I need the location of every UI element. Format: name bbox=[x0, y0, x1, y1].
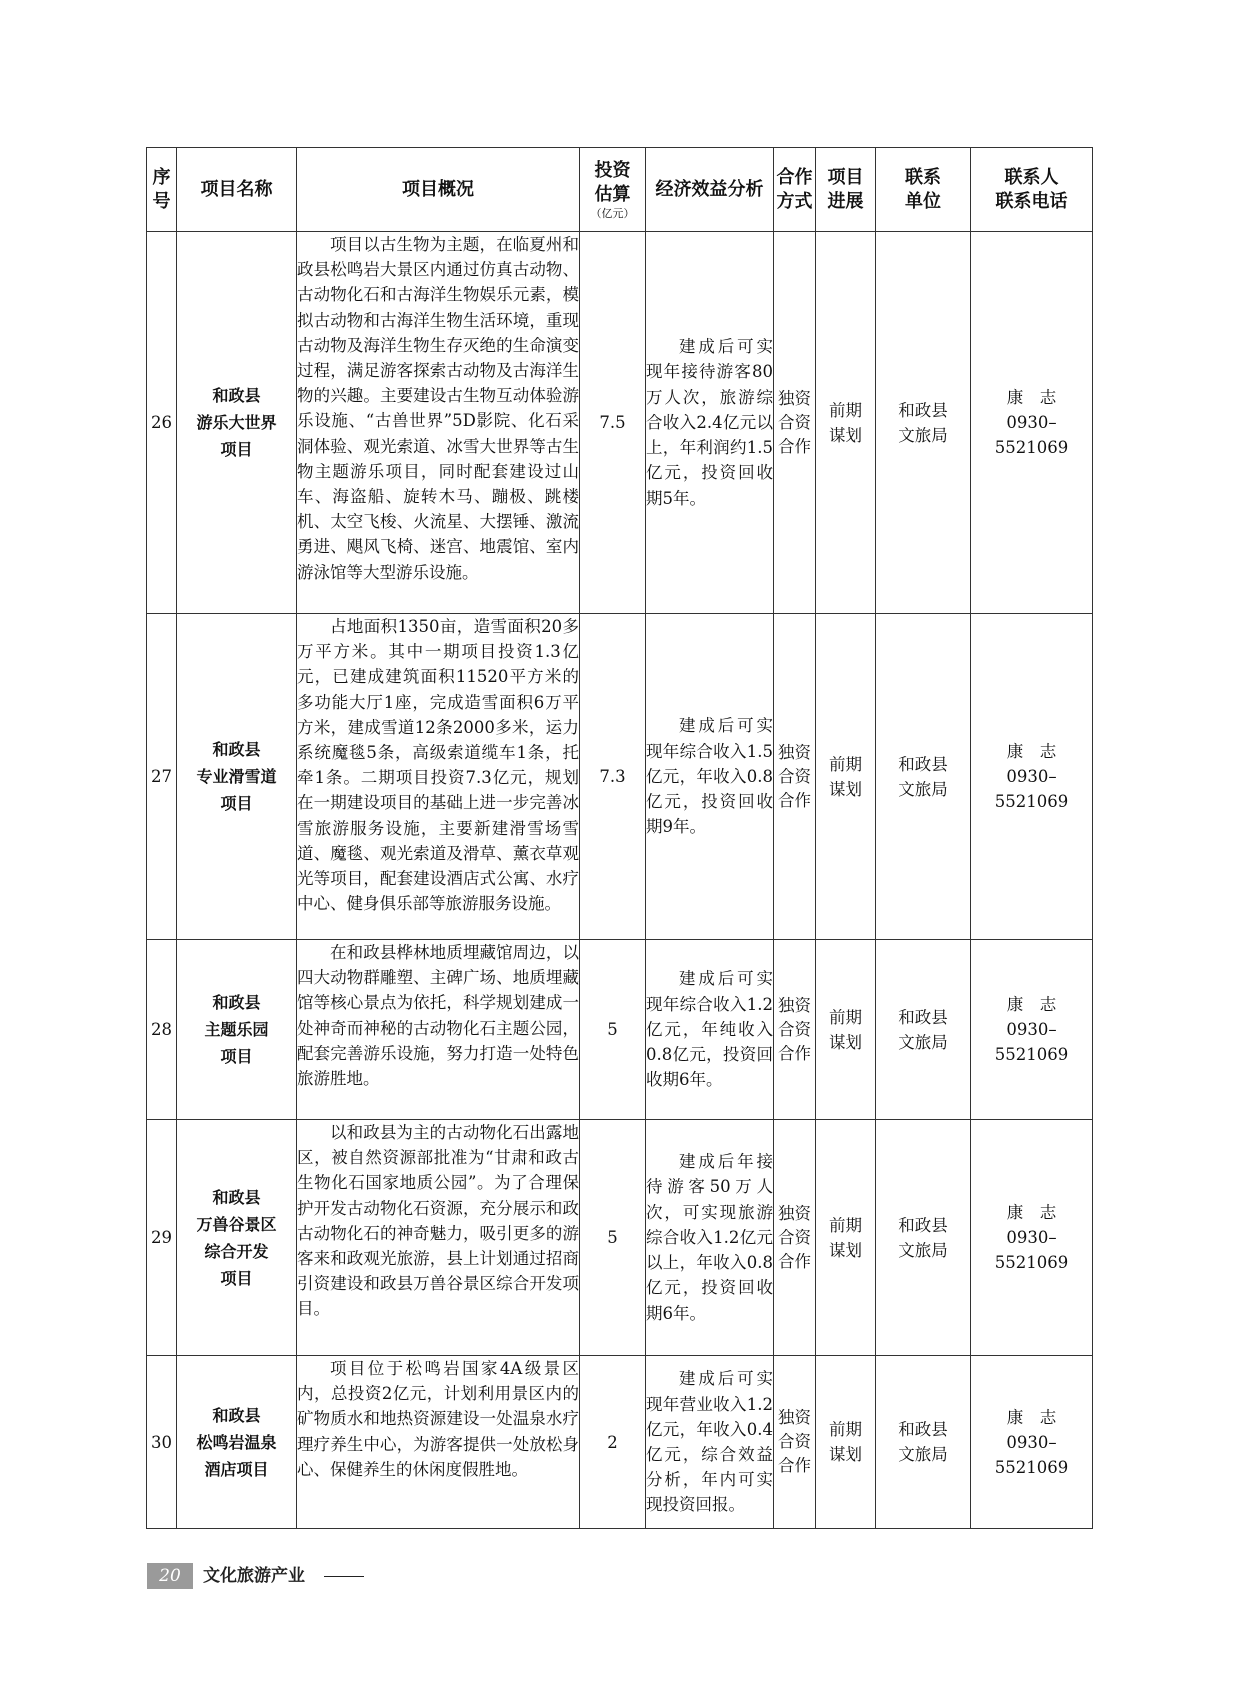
row-summary: 项目以古生物为主题，在临夏州和政县松鸣岩大景区内通过仿真古动物、古动物化石和古海洋生物娱乐元素，模拟古动物和古海洋生物生活环境，重现古动物及海洋生物生存灭绝的生命演变过程，满足游客探索古动物及古海洋生物的兴趣。主要建设古生物互动体验游乐设施、“古兽世界”5D影院、化石采洞体验、观光索道、冰雪大世界等古生物主题游乐项目，同时配套建设过山车、海盗船、旋转木马、蹦极、跳楼机、太空飞梭、火流星、大摆锤、激流勇进、飓风飞椅、迷宫、地震馆、室内游泳馆等大型游乐设施。 bbox=[297, 232, 580, 614]
page-number: 20 bbox=[147, 1563, 193, 1589]
contact-name: 康 志 bbox=[1006, 995, 1057, 1014]
table-header-row bbox=[147, 148, 1093, 232]
table-row bbox=[147, 232, 1093, 614]
row-econ: 建成后可实现年接待游客80万人次，旅游综合收入2.4亿元以上，年利润约1.5亿元，投资回收期5年。 bbox=[646, 232, 774, 614]
row-seq: 30 bbox=[147, 1356, 177, 1529]
header-coop: 合作 方式 bbox=[774, 148, 816, 232]
row-invest: 5 bbox=[580, 940, 646, 1120]
row-coop: 独资 合资 合作 bbox=[774, 940, 816, 1120]
header-invest-unit: （亿元） bbox=[590, 206, 635, 220]
row-unit: 和政县 文旅局 bbox=[876, 614, 971, 940]
row-econ: 建成后可实现年综合收入1.5亿元，年收入0.8亿元，投资回收期9年。 bbox=[646, 614, 774, 940]
row-unit: 和政县 文旅局 bbox=[876, 232, 971, 614]
header-seq: 序 号 bbox=[147, 148, 177, 232]
row-name: 和政县 主题乐园 项目 bbox=[177, 940, 297, 1120]
row-seq: 28 bbox=[147, 940, 177, 1120]
row-unit: 和政县 文旅局 bbox=[876, 940, 971, 1120]
row-invest: 7.5 bbox=[580, 232, 646, 614]
contact-phone: 0930–5521069 bbox=[994, 1432, 1069, 1477]
row-summary: 在和政县桦林地质埋藏馆周边，以四大动物群雕塑、主碑广场、地质埋藏馆等核心景点为依托，科学规划建成一处神奇而神秘的古动物化石主题公园，配套完善游乐设施，努力打造一处特色旅游胜地。 bbox=[297, 940, 580, 1120]
project-table bbox=[146, 147, 1093, 1529]
contact-phone: 0930–5521069 bbox=[994, 1020, 1069, 1064]
row-contact bbox=[971, 1120, 1093, 1356]
contact-phone: 0930–5521069 bbox=[994, 1228, 1069, 1272]
row-invest: 7.3 bbox=[580, 614, 646, 940]
header-name: 项目名称 bbox=[177, 148, 297, 232]
row-contact bbox=[971, 940, 1093, 1120]
row-summary: 项目位于松鸣岩国家4A级景区内，总投资2亿元，计划利用景区内的矿物质水和地热资源建设一处温泉水疗理疗养生中心，为游客提供一处放松身心、保健养生的休闲度假胜地。 bbox=[297, 1356, 580, 1529]
row-coop: 独资 合资 合作 bbox=[774, 232, 816, 614]
header-unit: 联系 单位 bbox=[876, 148, 971, 232]
row-seq: 27 bbox=[147, 614, 177, 940]
contact-name: 康 志 bbox=[1006, 1203, 1057, 1222]
header-progress: 项目 进展 bbox=[816, 148, 876, 232]
contact-name: 康 志 bbox=[1006, 742, 1057, 761]
row-name: 和政县 游乐大世界 项目 bbox=[177, 232, 297, 614]
contact-name: 康 志 bbox=[1006, 1407, 1057, 1427]
page-footer bbox=[147, 1563, 547, 1589]
row-summary: 以和政县为主的古动物化石出露地区，被自然资源部批准为“甘肃和政古生物化石国家地质公园”。为了合理保护开发古动物化石资源，充分展示和政古动物化石的神奇魅力，吸引更多的游客来和政观光旅游，县上计划通过招商引资建设和政县万兽谷景区综合开发项目。 bbox=[297, 1120, 580, 1356]
header-econ: 经济效益分析 bbox=[646, 148, 774, 232]
header-summary: 项目概况 bbox=[297, 148, 580, 232]
contact-phone: 0930–5521069 bbox=[994, 767, 1069, 811]
header-invest: 投资 估算 （亿元） bbox=[580, 148, 646, 232]
row-progress: 前期 谋划 bbox=[816, 1120, 876, 1356]
row-coop: 独资 合资 合作 bbox=[774, 614, 816, 940]
row-unit: 和政县 文旅局 bbox=[876, 1356, 971, 1529]
table-row bbox=[147, 1356, 1093, 1529]
row-invest: 5 bbox=[580, 1120, 646, 1356]
contact-name: 康 志 bbox=[1006, 388, 1057, 407]
row-coop: 独资 合资 合作 bbox=[774, 1120, 816, 1356]
row-name: 和政县 万兽谷景区 综合开发 项目 bbox=[177, 1120, 297, 1356]
contact-phone: 0930–5521069 bbox=[994, 413, 1069, 457]
row-unit: 和政县 文旅局 bbox=[876, 1120, 971, 1356]
footer-rule bbox=[324, 1576, 364, 1577]
row-name: 和政县 专业滑雪道 项目 bbox=[177, 614, 297, 940]
row-econ: 建成后年接待游客50万人次，可实现旅游综合收入1.2亿元以上，年收入0.8亿元，投资回收期6年。 bbox=[646, 1120, 774, 1356]
section-title: 文化旅游产业 bbox=[203, 1566, 305, 1586]
row-contact bbox=[971, 1356, 1093, 1529]
row-econ: 建成后可实现年营业收入1.2亿元，年收入0.4亿元，综合效益分析，年内可实现投资回报。 bbox=[646, 1356, 774, 1529]
row-summary: 占地面积1350亩，造雪面积20多万平方米。其中一期项目投资1.3亿元，已建成建筑面积11520平方米的多功能大厅1座，完成造雪面积6万平方米，建成雪道12条2000多米，运力系统魔毯5条，高级索道缆车1条，托牵1条。二期项目投资7.3亿元，规划在一期建设项目的基础上进一步完善冰雪旅游服务设施，主要新建滑雪场雪道、魔毯、观光索道及滑草、薰衣草观光等项目，配套建设酒店式公寓、水疗中心、健身俱乐部等旅游服务设施。 bbox=[297, 614, 580, 940]
row-name: 和政县 松鸣岩温泉 酒店项目 bbox=[177, 1356, 297, 1529]
row-seq: 26 bbox=[147, 232, 177, 614]
table-row bbox=[147, 1120, 1093, 1356]
row-progress: 前期 谋划 bbox=[816, 614, 876, 940]
row-econ: 建成后可实现年综合收入1.2亿元，年纯收入0.8亿元，投资回收期6年。 bbox=[646, 940, 774, 1120]
row-progress: 前期 谋划 bbox=[816, 232, 876, 614]
row-coop: 独资 合资 合作 bbox=[774, 1356, 816, 1529]
table-row bbox=[147, 940, 1093, 1120]
table-row bbox=[147, 614, 1093, 940]
row-invest: 2 bbox=[580, 1356, 646, 1529]
row-contact bbox=[971, 232, 1093, 614]
row-progress: 前期 谋划 bbox=[816, 1356, 876, 1529]
row-seq: 29 bbox=[147, 1120, 177, 1356]
row-contact bbox=[971, 614, 1093, 940]
row-progress: 前期 谋划 bbox=[816, 940, 876, 1120]
header-contact: 联系人 联系电话 bbox=[971, 148, 1093, 232]
